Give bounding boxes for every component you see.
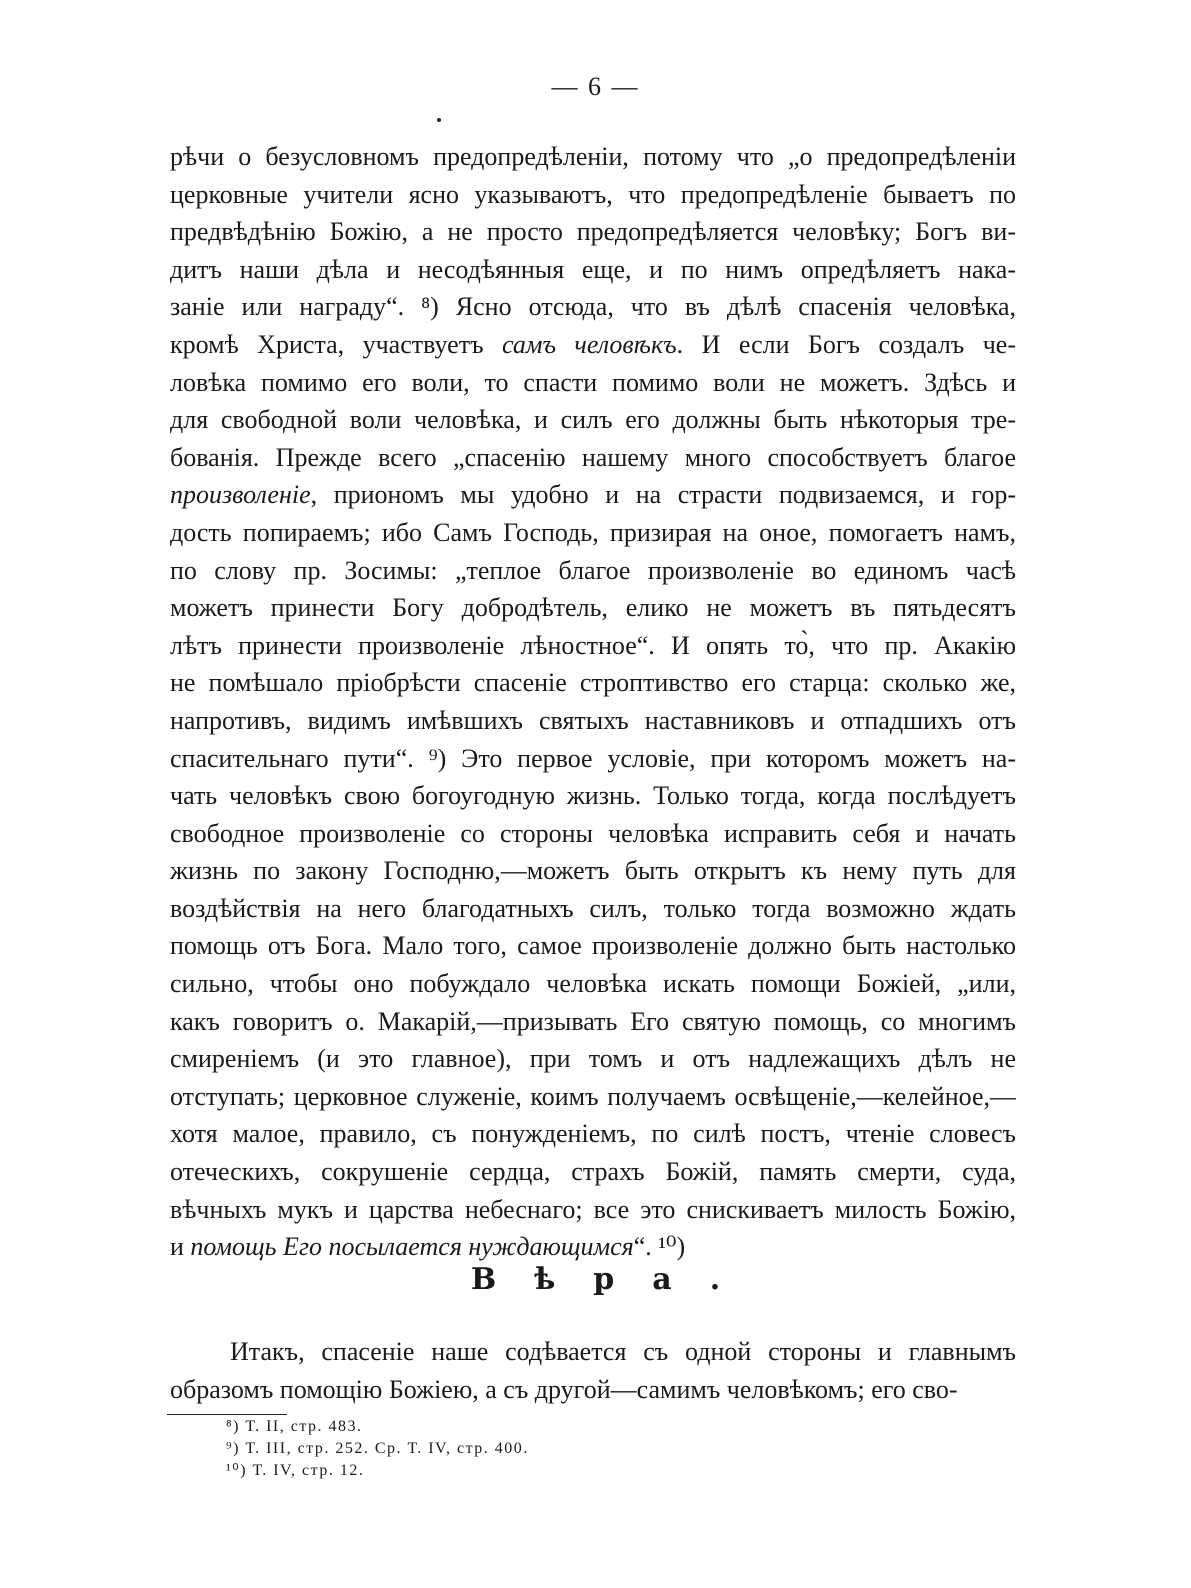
footnote-8: ⁸) Т. II, стр. 483. [226, 1418, 363, 1435]
text-line: смиреніемъ (и это главное), при томъ и отъ надлежащихъ дѣлъ не [170, 1044, 1016, 1074]
text-line: жизнь по закону Господню,—можетъ быть открытъ къ нему путь для [170, 856, 1016, 886]
text-line: дитъ наши дѣла и несодѣянныя еще, и по нимъ опредѣляетъ нака- [170, 254, 1016, 284]
footnote-10: ¹⁰) Т. IV, стр. 12. [226, 1462, 365, 1479]
text-line: спасительнаго пути“. ⁹) Это первое условіе, при которомъ можетъ на- [170, 743, 1016, 773]
text-line: напротивъ, видимъ имѣвшихъ святыхъ наставниковъ и отпадшихъ отъ [170, 705, 1016, 735]
page-number: — 6 — [551, 72, 640, 101]
text-line: отступать; церковное служеніе, коимъ получаемъ освѣщеніе,—келейное,— [170, 1081, 1016, 1111]
text-line: вѣчныхъ мукъ и царства небеснаго; все это снискиваетъ милость Божію, [170, 1194, 1016, 1224]
text-line: образомъ помощію Божіею, а съ другой—самимъ человѣкомъ; его сво- [170, 1374, 958, 1404]
text-line: рѣчи о безусловномъ предопредѣленіи, потому что „о предопредѣленіи [170, 142, 1016, 171]
text-line: произволеніе, приономъ мы удобно и на страсти подвизаемся, и гор- [170, 480, 1016, 510]
footnote-divider [167, 1414, 287, 1415]
text-line: церковные учители ясно указываютъ, что предопредѣленіе бываетъ по [170, 179, 1016, 209]
print-speck [437, 118, 441, 122]
footnotes [226, 1416, 529, 1482]
text-line: лѣтъ принести произволеніе лѣностное“. И опять то̀, что пр. Акакію [170, 630, 1016, 660]
text-line: заніе или награду“. ⁸) Ясно отсюда, что въ дѣлѣ спасенія человѣка, [170, 292, 1016, 322]
text-line: дость попираемъ; ибо Самъ Господь, призирая на оное, помогаетъ намъ, [170, 517, 1016, 547]
text-line: и помощь Его посылается нуждающимся“. ¹⁰) [170, 1232, 686, 1262]
text-line: кромѣ Христа, участвуетъ самъ человѣкъ. И если Богъ создалъ че- [170, 329, 1016, 359]
text-line: по слову пр. Зосимы: „теплое благое произволеніе во единомъ часѣ [170, 555, 1016, 585]
text-line: помощь отъ Бога. Мало того, самое произволеніе должно быть настолько [170, 931, 1016, 961]
text-line: сильно, чтобы оно побуждало человѣка искать помощи Божіей, „или, [170, 969, 1016, 999]
text-line: отеческихъ, сокрушеніе сердца, страхъ Божій, память смерти, суда, [170, 1157, 1016, 1187]
text-line: предвѣдѣнію Божію, а не просто предопредѣляется человѣку; Богъ ви- [170, 217, 1016, 247]
text-line: не помѣшало пріобрѣсти спасеніе строптивство его старца: сколько же, [170, 668, 1016, 698]
text-line: чать человѣкъ свою богоугодную жизнь. Только тогда, когда послѣдуетъ [170, 781, 1016, 811]
text-line: какъ говоритъ о. Макарій,—призывать Его святую помощь, со многимъ [170, 1006, 1016, 1036]
text-line: ловѣка помимо его воли, то спасти помимо воли не можетъ. Здѣсь и [170, 367, 1016, 397]
text-line: Итакъ, спасеніе наше содѣвается съ одной стороны и главнымъ [230, 1337, 1016, 1366]
main-paragraph [170, 138, 1016, 1266]
section-heading: Вѣра. [470, 1262, 759, 1297]
second-paragraph [170, 1333, 1016, 1408]
text-line: хотя малое, правило, съ понужденіемъ, по силѣ постъ, чтеніе словесъ [170, 1119, 1016, 1149]
footnote-9: ⁹) Т. III, стр. 252. Ср. Т. IV, стр. 400. [226, 1440, 529, 1457]
text-line: воздѣйствія на него благодатныхъ силъ, только тогда возможно ждать [170, 893, 1016, 923]
text-line: для свободной воли человѣка, и силъ его должны быть нѣкоторыя тре- [170, 405, 1016, 435]
text-line: можетъ принести Богу добродѣтель, елико не можетъ въ пятьдесятъ [170, 593, 1016, 623]
text-line: свободное произволеніе со стороны человѣка исправить себя и начать [170, 818, 1016, 848]
text-line: бованія. Прежде всего „спасенію нашему много способствуетъ благое [170, 442, 1016, 472]
